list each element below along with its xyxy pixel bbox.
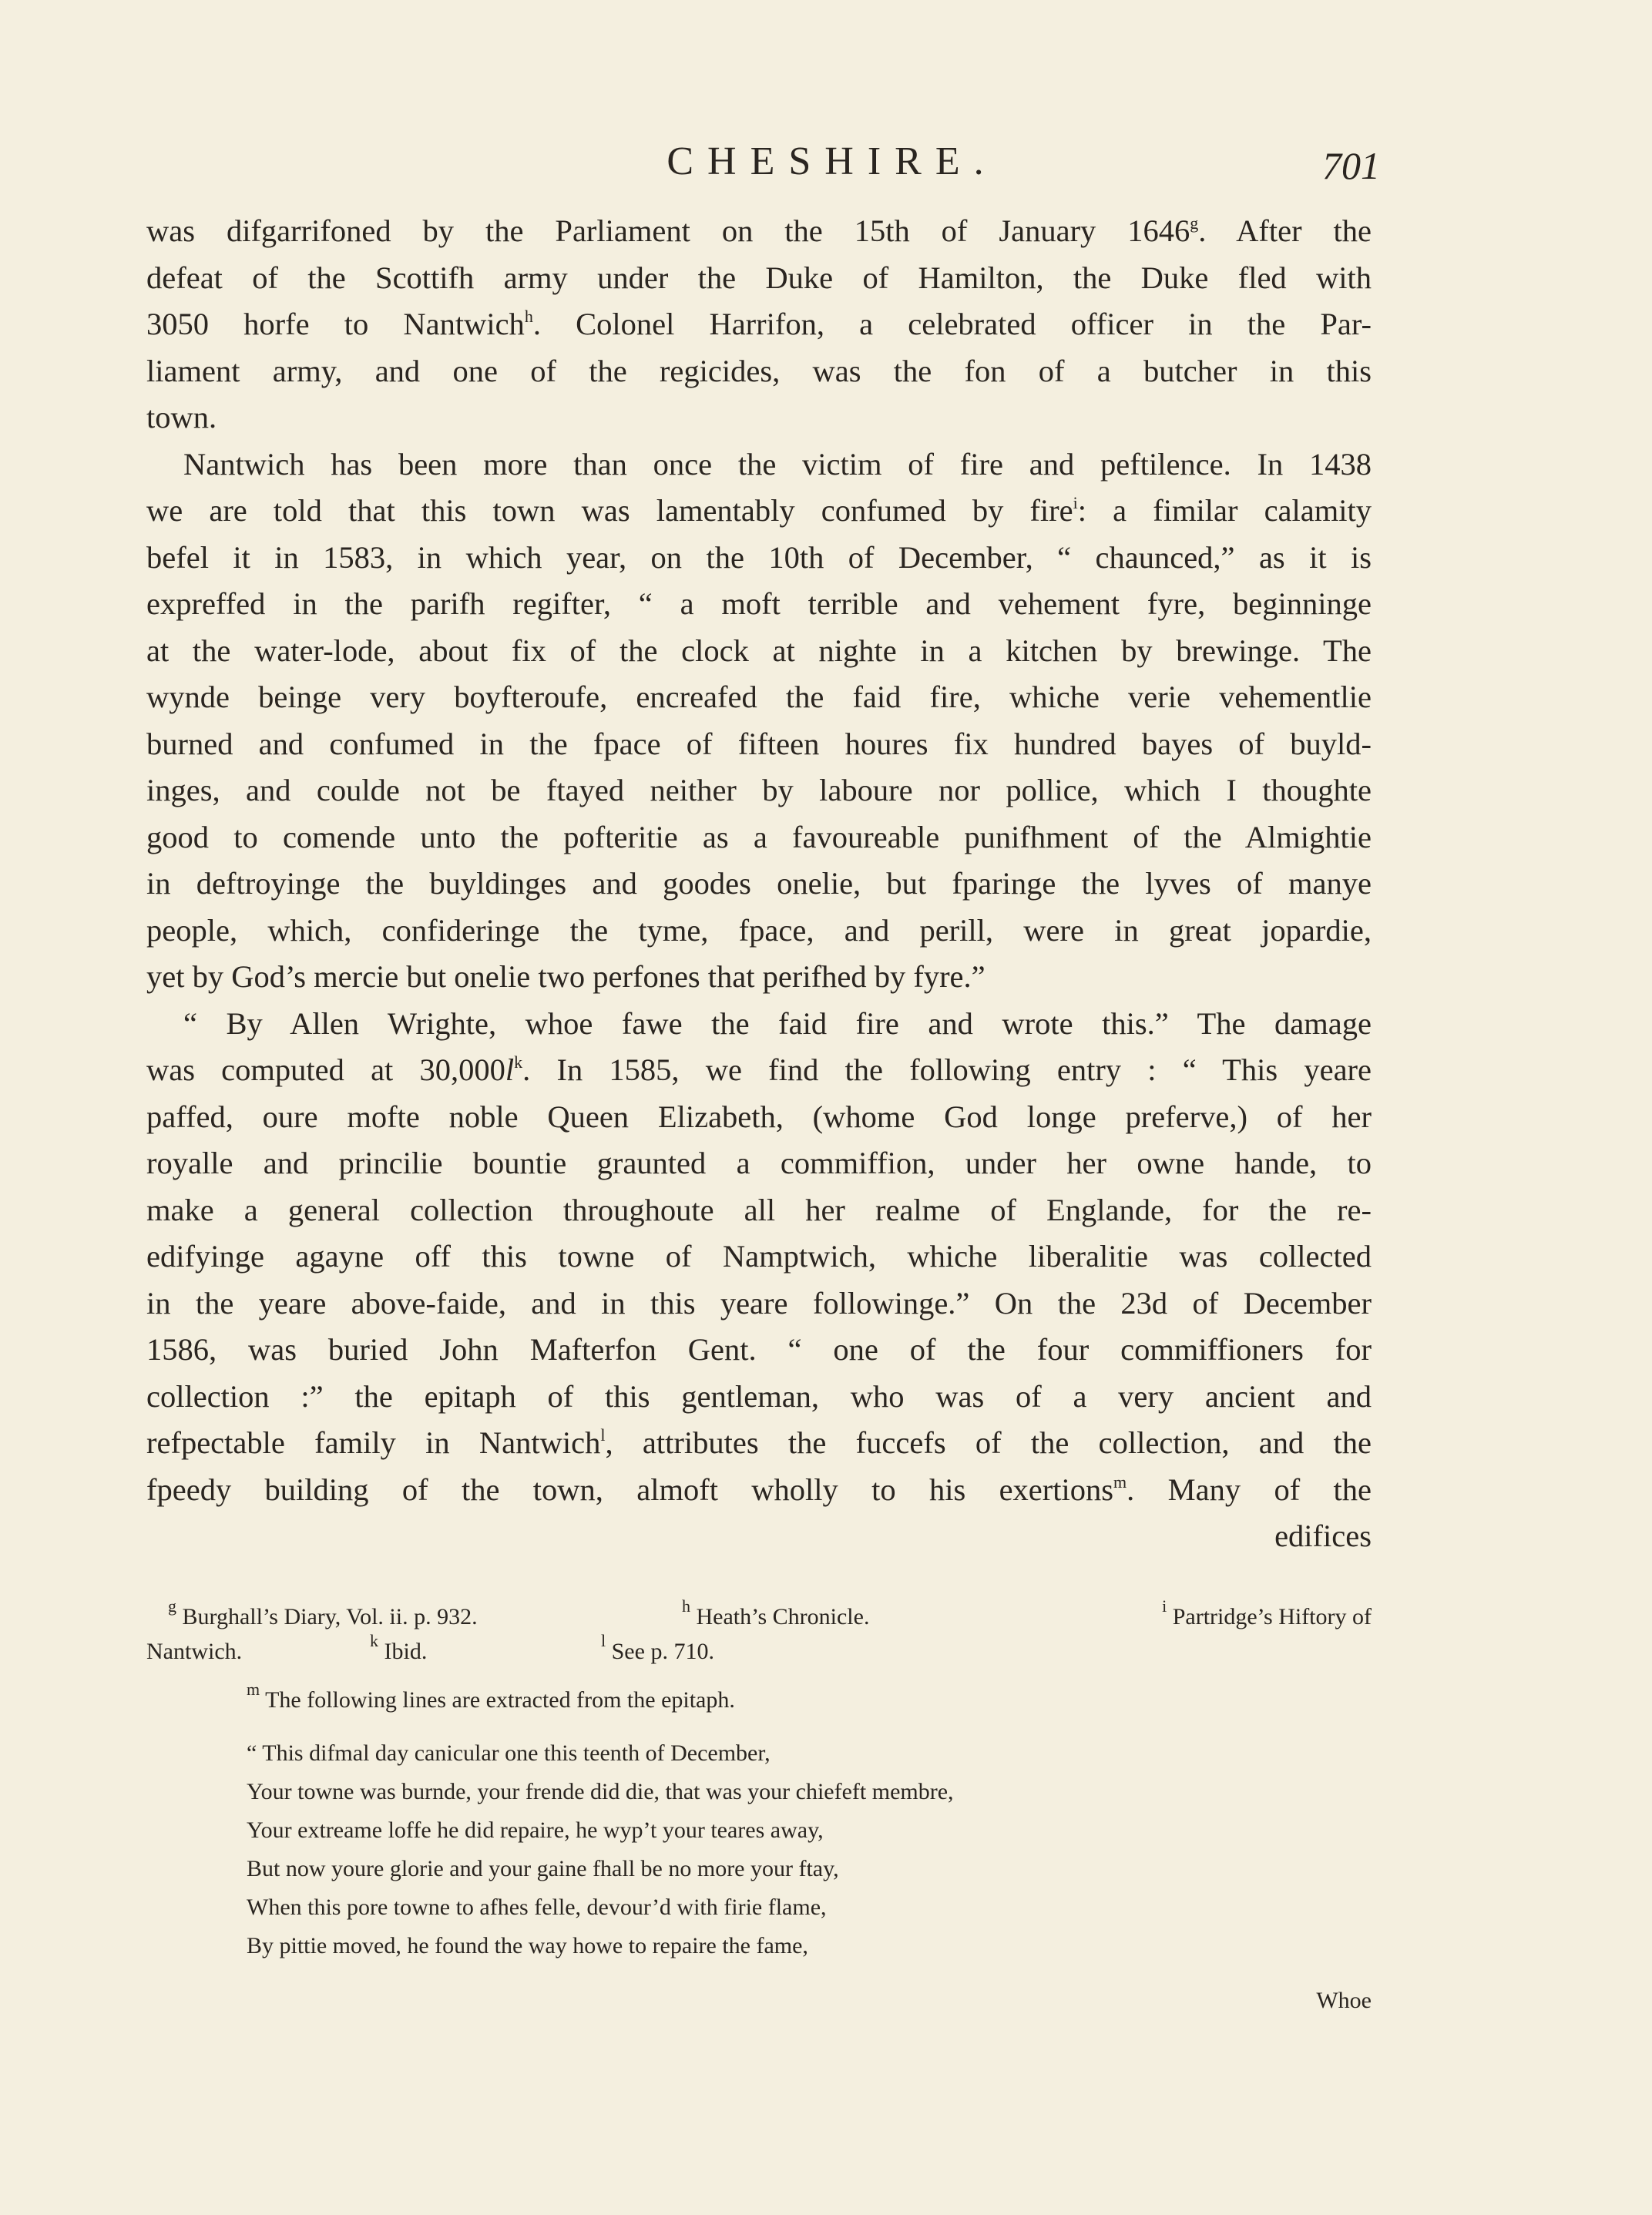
body-line: at the water-lode, about fix of the clock at nighte in a kitchen by brewinge. The (146, 633, 1372, 668)
body-line: in deftroyinge the buyldinges and goodes onelie, but fparinge the lyves of manye (146, 866, 1372, 901)
footnote-i: $^i$ Partridge’s Hiftory of (1162, 1596, 1372, 1629)
body-line: expreffed in the parifh regifter, “ a moft terrible and vehement fyre, beginninge (146, 586, 1372, 621)
body-line: people, which, confideringe the tyme, fpace, and perill, were in great jopardie, (146, 912, 1372, 948)
verse-line: But now youre glorie and your gaine fhall be no more your ftay, (247, 1856, 839, 1881)
body-line: edifyinge agayne off this towne of Namptwich, whiche liberalitie was collected (146, 1239, 1372, 1274)
footnote-ref: m (1113, 1472, 1127, 1492)
footnote-m: $^m$ The following lines are extracted from the epitaph. (247, 1680, 735, 1713)
body-line: burned and confumed in the fpace of fifteen houres fix hundred bayes of buyld- (146, 726, 1372, 761)
body-line: paffed, oure mofte noble Queen Elizabeth, (whome God longe preferve,) of her (146, 1099, 1372, 1134)
verse-line: By pittie moved, he found the way howe to repaire the fame, (247, 1933, 808, 1958)
body-line: defeat of the Scottifh army under the Duke of Hamilton, the Duke fled with (146, 260, 1372, 295)
body-line: befel it in 1583, in which year, on the 10th of December, “ chaunced,” as it is (146, 539, 1372, 575)
body-line: inges, and coulde not be ftayed neither by laboure nor pollice, which I thoughte (146, 773, 1372, 807)
body-line: collection :” the epitaph of this gentleman, who was of a very ancient and (146, 1378, 1372, 1414)
body-line: make a general collection throughoute all her realme of Englande, for the re- (146, 1192, 1372, 1227)
footnote-ref: h (524, 307, 533, 326)
body-line: fpeedy building of the town, almoft wholly to his exertions$^m$. Many of the (146, 1472, 1372, 1507)
footnote-h: $^h$ Heath’s Chronicle. (682, 1596, 870, 1629)
body-line: 3050 horfe to Nantwich$^h$. Colonel Harrifon, a celebrated officer in the Par- (146, 307, 1372, 341)
body-line: refpectable family in Nantwich$^l$, attributes the fuccefs of the collection, and the (146, 1425, 1372, 1460)
running-head: CHESHIRE. (667, 139, 998, 183)
verse-line: Your extreame loffe he did repaire, he wyp’t your teares away, (247, 1817, 824, 1843)
body-text (146, 208, 1372, 1560)
body-line: “ By Allen Wrighte, whoe fawe the faid fire and wrote this.” The damage (183, 1005, 1372, 1041)
footnote-ref: l (600, 1425, 606, 1445)
footnote-ref: i (1073, 493, 1078, 512)
verse-line: “ This difmal day canicular one this teenth of December, (247, 1740, 771, 1766)
footnote-i-continued: Nantwich. (146, 1639, 243, 1664)
body-line: royalle and princilie bountie graunted a commiffion, under her owne hande, to (146, 1146, 1372, 1180)
body-line: town. (146, 400, 217, 435)
body-line: in the yeare above-faide, and in this yeare followinge.” On the 23d of December (146, 1285, 1372, 1321)
body-line: 1586, was buried John Mafterfon Gent. “ one of the four commiffioners for (146, 1332, 1372, 1367)
body-line: good to comende unto the pofteritie as a favoureable punifhment of the Almightie (146, 819, 1372, 854)
epitaph-verse (146, 1734, 1372, 1965)
catchword: Whoe (1316, 1988, 1372, 2013)
body-line: wynde beinge very boyfteroufe, encreafed the faid fire, whiche verie vehementlie (146, 680, 1372, 714)
footnote-ref: k (514, 1052, 523, 1072)
body-line: edifices (1274, 1519, 1372, 1553)
footnotes (146, 1596, 1372, 1965)
verse-line: Your towne was burnde, your frende did die, that was your chiefeft membre, (247, 1779, 954, 1804)
footnote-row-1 (146, 1596, 1372, 1634)
footnote-l: $^l$ See p. 710. (601, 1631, 714, 1664)
body-line: yet by God’s mercie but onelie two perfones that perifhed by fyre.” (146, 959, 985, 994)
footnote-ref: g (1190, 213, 1199, 233)
page-number: 701 (1322, 144, 1380, 187)
body-line: was difgarrifoned by the Parliament on the 15th of January 1646$^g$. After the (146, 213, 1372, 248)
body-line: we are told that this town was lamentably confumed by fire$^i$: a fimilar calamity (146, 493, 1372, 528)
footnote-g: $^g$ Burghall’s Diary, Vol. ii. p. 932. (168, 1596, 478, 1629)
verse-line: When this pore towne to afhes felle, devour’d with firie flame, (247, 1894, 827, 1920)
body-line: Nantwich has been more than once the victim of fire and peftilence. In 1438 (183, 446, 1372, 482)
body-line: was computed at $30,000l^k$. In 1585, we find the following entry : “ This yeare (146, 1052, 1372, 1087)
body-line: liament army, and one of the regicides, was the fon of a butcher in this (146, 353, 1372, 388)
footnote-k: $^k$ Ibid. (370, 1631, 428, 1664)
footnote-row-2 (146, 1631, 1372, 1669)
